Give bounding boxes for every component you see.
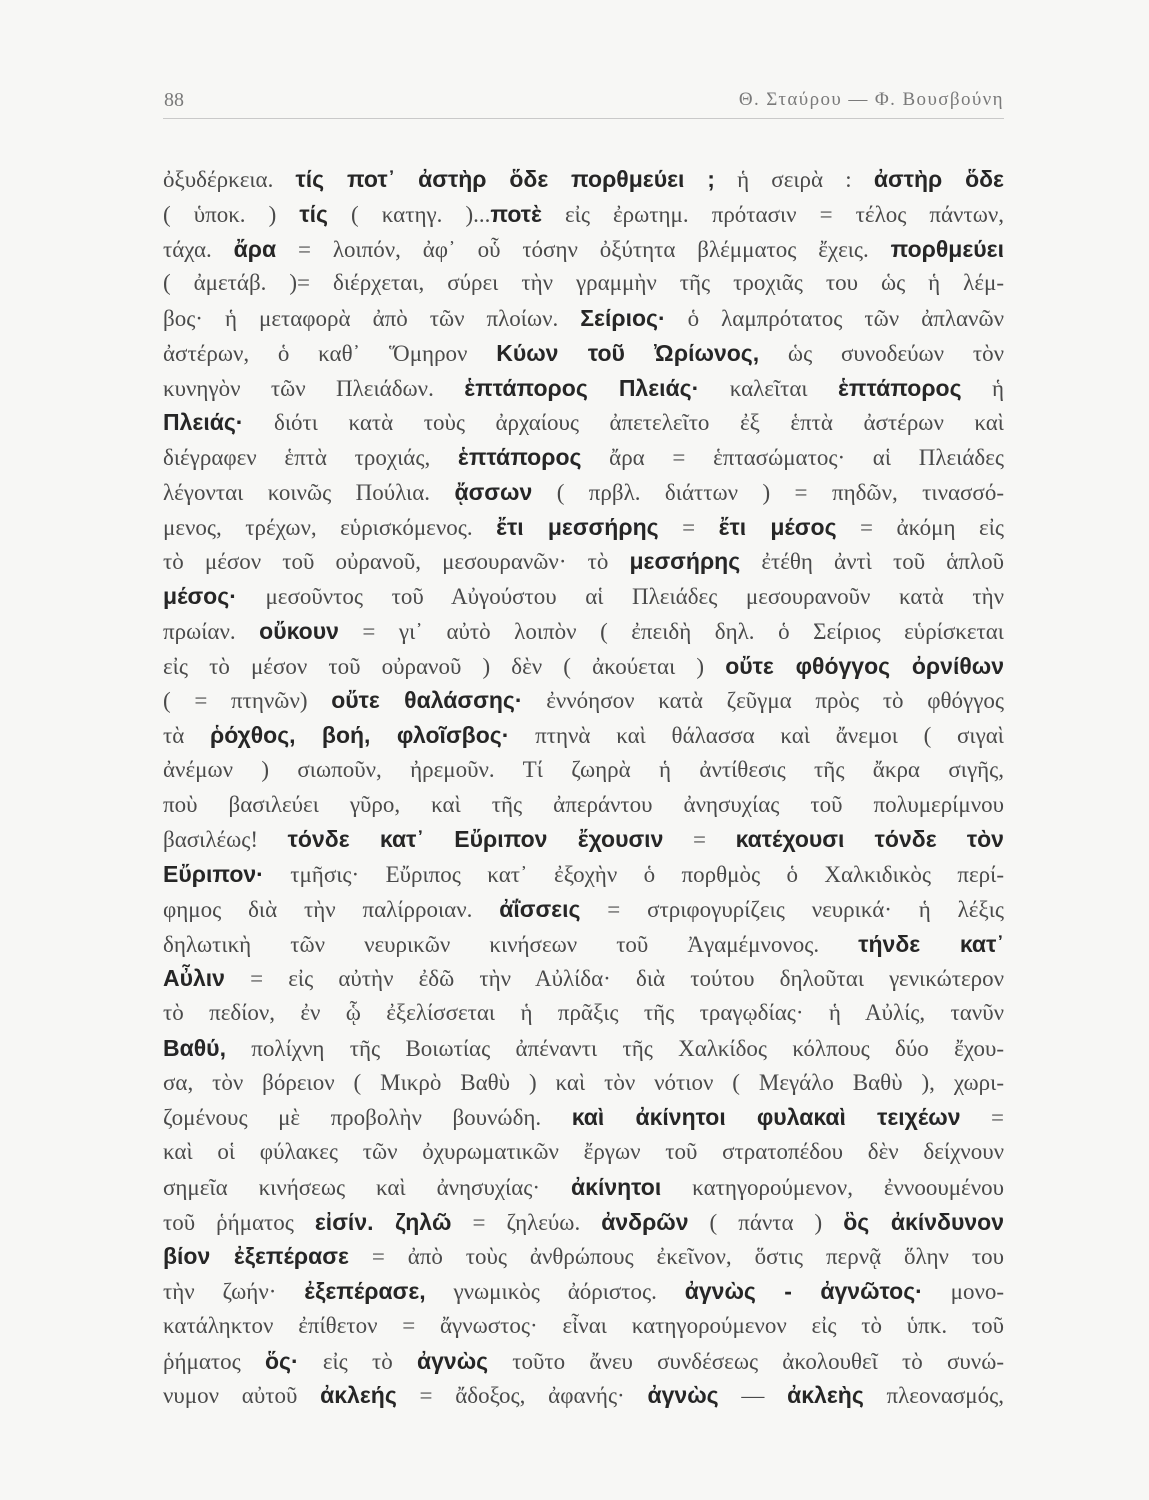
- text-line: [163, 1135, 1004, 1170]
- text-line: [163, 1274, 1004, 1309]
- text-line: [163, 961, 1004, 996]
- bold-term: καὶ ἀκίνητοι φυλακαὶ τειχέων: [571, 1104, 961, 1131]
- bold-term: μέσος·: [163, 583, 237, 609]
- text-line: [163, 1170, 1004, 1205]
- bold-term: ἄρα: [233, 235, 277, 262]
- bold-term: ἀκλεὴς: [787, 1382, 864, 1409]
- bold-term: ἀγνὼς: [647, 1382, 719, 1409]
- running-title: Θ. Σταύρου — Φ. Βουσβούνη: [738, 89, 1004, 110]
- bold-term: εἰσίν. ζηλῶ: [314, 1208, 452, 1235]
- text-run: πρωίαν.: [163, 618, 260, 644]
- text-run: τμῆσις· Εὔριπος κατ᾽ ἐξοχὴν ὁ πορθμὸς ὁ Χαλκιδικὸς περί-: [263, 862, 1004, 887]
- text-run: βος· ἡ μεταφορὰ ἀπὸ τῶν πλοίων.: [163, 306, 581, 331]
- text-run: καὶ οἱ φύλακες τῶν ὀχυρωματικῶν ἔργων τοῦ στρατοπέδου δὲν δείχνουν: [163, 1139, 1004, 1164]
- text-run: πολίχνη τῆς Βοιωτίας ἀπέναντι τῆς Χαλκίδος κόλπους δύο ἔχου-: [225, 1035, 1004, 1061]
- text-run: εἰς τὸ: [298, 1348, 417, 1374]
- bold-term: ἀΐσσεις: [499, 895, 581, 922]
- text-run: ( ἀμετάβ. )= διέρχεται, σύρει τὴν γραμμὴν τῆς τροχιᾶς του ὡς ἡ λέμ-: [163, 270, 1004, 296]
- bold-term: ἔτι μεσσήρης: [496, 513, 659, 540]
- bold-term: ἀνδρῶν: [601, 1208, 689, 1235]
- bold-term: ὃς ἀκίνδυνον: [843, 1208, 1005, 1235]
- text-run: τὸ μέσον τοῦ οὐρανοῦ, μεσουρανῶν· τὸ: [163, 549, 630, 575]
- text-run: ἄρα = ἑπτασώματος· αἱ Πλειάδες: [581, 445, 1004, 470]
- text-line: [163, 718, 1004, 753]
- text-line: [163, 1309, 1004, 1344]
- bold-term: τόνδε κατ᾽ Εὔριπον ἔχουσιν: [287, 826, 664, 853]
- text-line: [163, 788, 1004, 823]
- text-run: γνωμικὸς ἀόριστος.: [425, 1279, 685, 1304]
- bold-term: Κύων τοῦ Ὠρίωνος,: [496, 339, 760, 366]
- text-run: ἐτέθη ἀντὶ τοῦ ἁπλοῦ: [740, 549, 1004, 575]
- text-run: ( = πτηνῶν): [163, 688, 332, 714]
- text-line: [163, 162, 1004, 197]
- text-run: ὡς συνοδεύων τὸν: [759, 340, 1004, 366]
- bold-term: Βαθύ,: [163, 1034, 226, 1061]
- text-run: τὰ: [163, 723, 211, 748]
- text-line: [163, 892, 1004, 927]
- text-line: [163, 649, 1004, 684]
- bold-term: ἀγνὼς - ἀγνῶτος·: [684, 1278, 923, 1304]
- text-run: = ἄδοξος, ἀφανής·: [396, 1383, 648, 1409]
- text-run: ἡ: [961, 375, 1004, 401]
- text-line: [163, 1066, 1004, 1101]
- running-header: [164, 86, 1004, 114]
- text-line: [163, 544, 1004, 579]
- text-line: [163, 1100, 1004, 1135]
- text-run: τὸ πεδίον, ἐν ᾧ ἐξελίσσεται ἡ πρᾶξις τῆς τραγῳδίας· ἡ Αὐλίς, τανῦν: [163, 1000, 1004, 1025]
- text-run: ὀξυδέρκεια.: [163, 167, 296, 192]
- bold-term: τήνδε κατ᾽: [858, 930, 1004, 957]
- text-run: = στριφογυρίζεις νευρικά· ἡ λέξις: [580, 896, 1004, 922]
- text-run: τοῦ ῥήματος: [163, 1209, 315, 1235]
- text-run: σημεῖα κινήσεως καὶ ἀνησυχίας·: [163, 1174, 571, 1200]
- bold-term: ὅς·: [264, 1347, 299, 1374]
- text-run: ἡ σειρὰ :: [714, 167, 874, 192]
- text-run: καλεῖται: [699, 375, 839, 401]
- text-run: μονο-: [922, 1279, 1005, 1304]
- text-line: [163, 683, 1004, 718]
- bold-term: τίς: [299, 200, 328, 227]
- text-run: =: [960, 1105, 1004, 1131]
- bold-term: ᾄσσων: [454, 478, 533, 505]
- text-run: ( πρβλ. διάττων ) = πηδῶν, τινασσό-: [532, 479, 1004, 505]
- text-run: τοῦτο ἄνευ συνδέσεως ἀκολουθεῖ τὸ συνώ-: [488, 1348, 1004, 1374]
- text-line: [163, 614, 1004, 649]
- text-line: [163, 1205, 1004, 1240]
- text-run: ὁ λαμπρότατος τῶν ἀπλανῶν: [665, 306, 1004, 331]
- text-run: εἰς τὸ μέσον τοῦ οὐρανοῦ ) δὲν ( ἀκούεται ): [163, 653, 726, 679]
- text-line: [163, 336, 1004, 371]
- text-run: νυμον αὐτοῦ: [163, 1383, 321, 1409]
- bold-term: ἀκλεής: [320, 1382, 397, 1409]
- bold-term: Σείριος·: [580, 305, 666, 331]
- text-line: [163, 301, 1004, 336]
- text-run: ῥήματος: [163, 1348, 265, 1374]
- text-run: ζομένους μὲ προβολὴν βουνώδη.: [163, 1105, 572, 1131]
- text-run: = ἀπὸ τοὺς ἀνθρώπους ἐκεῖνον, ὅστις περνᾷ ὅλην του: [348, 1244, 1004, 1270]
- text-run: ἀστέρων, ὁ καθ᾽ Ὅμηρον: [163, 340, 497, 366]
- text-line: [163, 753, 1004, 788]
- text-run: =: [658, 514, 719, 540]
- bold-term: ῥόχθος, βοή, φλοῖσβος·: [210, 722, 510, 748]
- bold-term: μεσσήρης: [629, 548, 741, 575]
- text-run: —: [718, 1383, 788, 1409]
- bold-term: οὔκουν: [259, 617, 339, 644]
- text-run: πλεονασμός,: [863, 1383, 1004, 1409]
- text-line: [163, 197, 1004, 232]
- text-line: [163, 822, 1004, 857]
- bold-term: οὔτε θαλάσσης·: [331, 687, 523, 714]
- text-run: ( ὑποκ. ): [163, 201, 300, 227]
- text-line: [163, 371, 1004, 406]
- text-run: = ἀκόμη εἰς: [836, 514, 1004, 540]
- body-text: [163, 162, 1004, 1413]
- text-line: [163, 857, 1004, 892]
- text-line: [163, 1378, 1004, 1413]
- bold-term: ἑπτάπορος Πλειάς·: [464, 374, 700, 401]
- bold-term: ἐξεπέρασε,: [304, 1278, 426, 1304]
- text-run: ποὺ βασιλεύει γῦρο, καὶ τῆς ἀπεράντου ἀνησυχίας τοῦ πολυμερίμνου: [163, 791, 1004, 817]
- text-line: [163, 1239, 1004, 1274]
- bold-term: ποτὲ: [490, 200, 542, 227]
- text-run: φημος διὰ τὴν παλίρροιαν.: [163, 896, 500, 922]
- text-run: = γι᾽ αὐτὸ λοιπὸν ( ἐπειδὴ δηλ. ὁ Σείριος εὑρίσκεται: [338, 618, 1004, 644]
- bold-term: ἀγνὼς: [416, 1347, 489, 1374]
- text-run: εἰς ἐρωτημ. πρότασιν = τέλος πάντων,: [541, 201, 1004, 227]
- text-run: σα, τὸν βόρειον ( Μικρὸ Βαθὺ ) καὶ τὸν νότιον ( Μεγάλο Βαθὺ ), χωρι-: [163, 1069, 1004, 1095]
- text-run: = εἰς αὐτὴν ἐδῶ τὴν Αὐλίδα· διὰ τούτου δηλοῦται γενικώτερον: [224, 966, 1004, 992]
- text-run: διότι κατὰ τοὺς ἀρχαίους ἀπετελεῖτο ἐξ ἑπτὰ ἀστέρων καὶ: [243, 410, 1004, 436]
- text-run: κυνηγὸν τῶν Πλειάδων.: [163, 375, 465, 401]
- bold-term: ἑπτάπορος: [457, 444, 582, 470]
- text-run: =: [663, 827, 736, 853]
- text-run: κατάληκτον ἐπίθετον = ἄγνωστος· εἶναι κατηγορούμενον εἰς τὸ ὑπκ. τοῦ: [163, 1312, 1004, 1338]
- bold-term: κατέχουσι τόνδε τὸν: [735, 826, 1004, 853]
- bold-term: βίον ἐξεπέρασε: [163, 1243, 349, 1270]
- text-run: πτηνὰ καὶ θάλασσα καὶ ἄνεμοι ( σιγαὶ: [509, 723, 1004, 748]
- text-run: μεσοῦντος τοῦ Αὐγούστου αἱ Πλειάδες μεσουρανοῦν κατὰ τὴν: [236, 584, 1004, 609]
- text-line: [163, 996, 1004, 1031]
- text-run: ἀνέμων ) σιωποῦν, ἠρεμοῦν. Τί ζωηρὰ ἡ ἀντίθεσις τῆς ἄκρα σιγῆς,: [163, 756, 1004, 782]
- bold-term: ἑπτάπορος: [838, 374, 962, 401]
- text-line: [163, 232, 1004, 267]
- text-run: τάχα.: [163, 236, 234, 262]
- text-line: [163, 440, 1004, 475]
- bold-term: ἀκίνητοι: [570, 1173, 662, 1200]
- header-rule: [163, 118, 1004, 119]
- text-run: τὴν ζωήν·: [163, 1279, 305, 1304]
- text-run: δηλωτικὴ τῶν νευρικῶν κινήσεων τοῦ Ἀγαμέμνονος.: [163, 931, 859, 957]
- text-run: μενος, τρέχων, εὑρισκόμενος.: [163, 514, 497, 540]
- bold-term: Εὔριπον·: [163, 861, 264, 887]
- bold-term: Αὖλιν: [163, 965, 225, 992]
- text-run: λέγονται κοινῶς Πούλια.: [163, 479, 455, 505]
- page-number: 88: [164, 89, 184, 111]
- bold-term: πορθμεύει: [890, 235, 1004, 262]
- text-run: βασιλέως!: [163, 827, 288, 853]
- text-line: [163, 510, 1004, 545]
- text-line: [163, 405, 1004, 440]
- text-line: [163, 1031, 1004, 1066]
- text-run: διέγραφεν ἑπτὰ τροχιάς,: [163, 445, 458, 470]
- text-run: = ζηλεύω.: [451, 1209, 602, 1235]
- bold-term: οὔτε φθόγγος ὀρνίθων: [725, 652, 1004, 679]
- text-run: ( πάντα ): [688, 1209, 844, 1235]
- text-line: [163, 475, 1004, 510]
- bold-term: Πλειάς·: [163, 409, 244, 436]
- text-line: [163, 1344, 1004, 1379]
- text-run: ἐννόησον κατὰ ζεῦγμα πρὸς τὸ φθόγγος: [522, 688, 1004, 714]
- bold-term: ἀστὴρ ὅδε: [873, 166, 1004, 192]
- text-run: = λοιπόν, ἀφ᾽ οὗ τόσην ὀξύτητα βλέμματος ἔχεις.: [276, 236, 891, 262]
- text-line: [163, 266, 1004, 301]
- text-run: ( κατηγ. )...: [327, 201, 491, 227]
- text-run: κατηγορούμενον, ἐννοουμένου: [661, 1174, 1005, 1200]
- text-line: [163, 927, 1004, 962]
- bold-term: ἔτι μέσος: [718, 513, 837, 540]
- bold-term: τίς ποτ᾽ ἀστὴρ ὅδε πορθμεύει ;: [295, 166, 715, 192]
- text-line: [163, 579, 1004, 614]
